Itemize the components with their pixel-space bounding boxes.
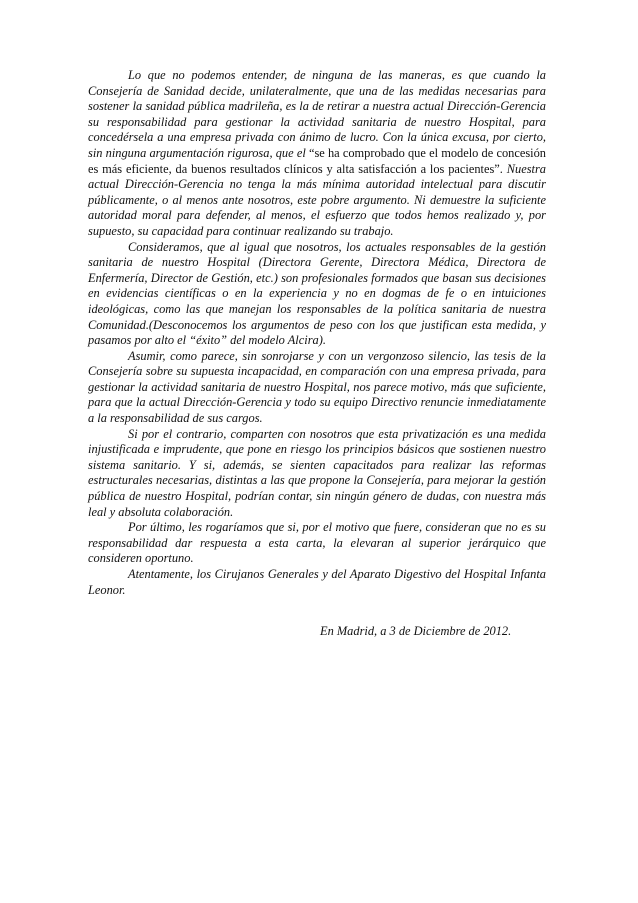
place-and-date: En Madrid, a 3 de Diciembre de 2012. [320, 624, 512, 638]
letter-body [88, 68, 546, 598]
paragraph-6-closing: Atentamente, los Cirujanos Generales y del Aparato Digestivo del Hospital Infanta Leonor. [88, 567, 546, 597]
paragraph-5: Por último, les rogaríamos que si, por el motivo que fuere, consideran que no es su responsabilidad dar respuesta a esta carta, la elevaran al superior jerárquico que consideren oportuno. [88, 520, 546, 566]
paragraph-1 [88, 68, 546, 240]
paragraph-4: Si por el contrario, comparten con nosotros que esta privatización es una medida injustificada e imprudente, que pone en riesgo los principios básicos que sostienen nuestro sistema sanitario. Y si, además, se sienten capacitados para realizar las reformas estructurales necesarias, distintas a las que propone la Consejería, para mejorar la gestión pública de nuestro Hospital, podrían contar, sin ningún género de dudas, con nuestra más leal y absoluta colaboración. [88, 426, 546, 519]
paragraph-1-text-continued: Nuestra actual Dirección-Gerencia no tenga la más mínima autoridad intelectual para discutir públicamente, o al menos ante nosotros, este pobre argumento. Ni demuestre la suficiente autoridad moral para defender, al menos, el esfuerzo que todos hemos realizado y, por supuesto, su capacidad para continuar realizando su trabajo. [88, 161, 547, 238]
paragraph-1-text: Lo que no podemos entender, de ninguna de las maneras, es que cuando la Consejería de Sanidad decide, unilateralmente, que una de las medidas necesarias para sostener la sanidad pública madrileña, es la de retirar a nuestra actual Dirección-Gerencia su responsabilidad para gestionar la actividad sanitaria de nuestro Hospital, para concedérsela a una empresa privada con ánimo de lucro. Con la única excusa, por cierto, sin ninguna argumentación rigurosa, que el [88, 68, 546, 160]
paragraph-2: Consideramos, que al igual que nosotros, los actuales responsables de la gestión sanitaria de nuestro Hospital (Directora Gerente, Directora Médica, Directora de Enfermería, Director de Gestión, etc.) son profesionales formados que basan sus decisiones en evidencias científicas o en la experiencia y no en dogmas de fe o en intuiciones ideológicas, como las que manejan los responsables de la política sanitaria de nuestra Comunidad.(Desconocemos los argumentos de peso con los que justifican esta medida, y pasamos por alto el “éxito” del modelo Alcira). [88, 239, 546, 348]
quoted-statement: “se ha comprobado que el modelo de concesión es más eficiente, da buenos resultados clínicos y alta satisfacción a los pacientes”. [88, 145, 546, 176]
paragraph-3: Asumir, como parece, sin sonrojarse y con un vergonzoso silencio, las tesis de la Consejería sobre su supuesta incapacidad, en comparación con una empresa privada, para gestionar la actividad sanitaria de nuestro Hospital, nos parece motivo, más que suficiente, para que la actual Dirección-Gerencia y todo su equipo Directivo renuncie inmediatamente a la responsabilidad de sus cargos. [88, 348, 546, 426]
